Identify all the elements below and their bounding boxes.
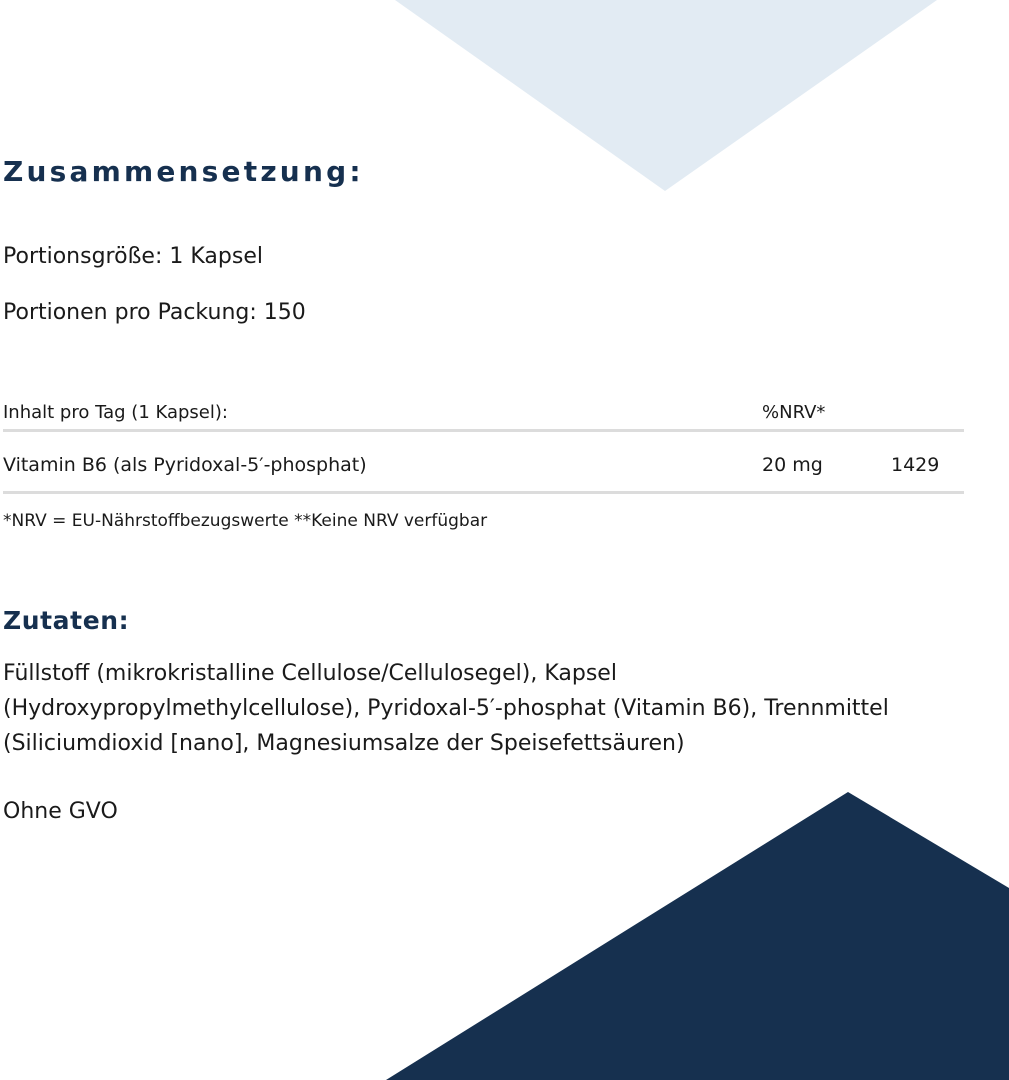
table-row <box>3 454 964 494</box>
light-blue-triangle <box>395 0 937 191</box>
ingredients-heading: Zutaten: <box>3 606 130 635</box>
table-divider <box>3 491 964 494</box>
navy-triangle <box>386 792 1009 1080</box>
ingredients-text: Füllstoff (mikrokristalline Cellulose/Cellulosegel), Kapsel (Hydroxypropylmethylcellulose), Pyridoxal-5′-phosphat (Vitamin B6), Trennmittel (Siliciumdioxid [nano], Magnesiumsalze der Speisefettsäuren) <box>3 661 889 756</box>
servings-per-pack: Portionen pro Packung: 150 <box>3 300 306 325</box>
serving-size: Portionsgröße: 1 Kapsel <box>3 244 263 269</box>
nutrition-table-header <box>3 402 964 434</box>
gmo-note: Ohne GVO <box>3 799 118 824</box>
composition-heading: Zusammensetzung: <box>3 155 364 188</box>
nrv-footnote: *NRV = EU-Nährstoffbezugswerte **Keine NRV verfügbar <box>3 511 488 531</box>
table-divider <box>3 429 964 432</box>
header-nrv: %NRV* <box>762 402 826 423</box>
header-label: Inhalt pro Tag (1 Kapsel): <box>3 402 228 423</box>
nutrient-amount: 20 mg <box>762 454 823 476</box>
nutrient-nrv: 1429 <box>891 454 940 476</box>
nutrient-name: Vitamin B6 (als Pyridoxal-5′-phosphat) <box>3 454 367 476</box>
